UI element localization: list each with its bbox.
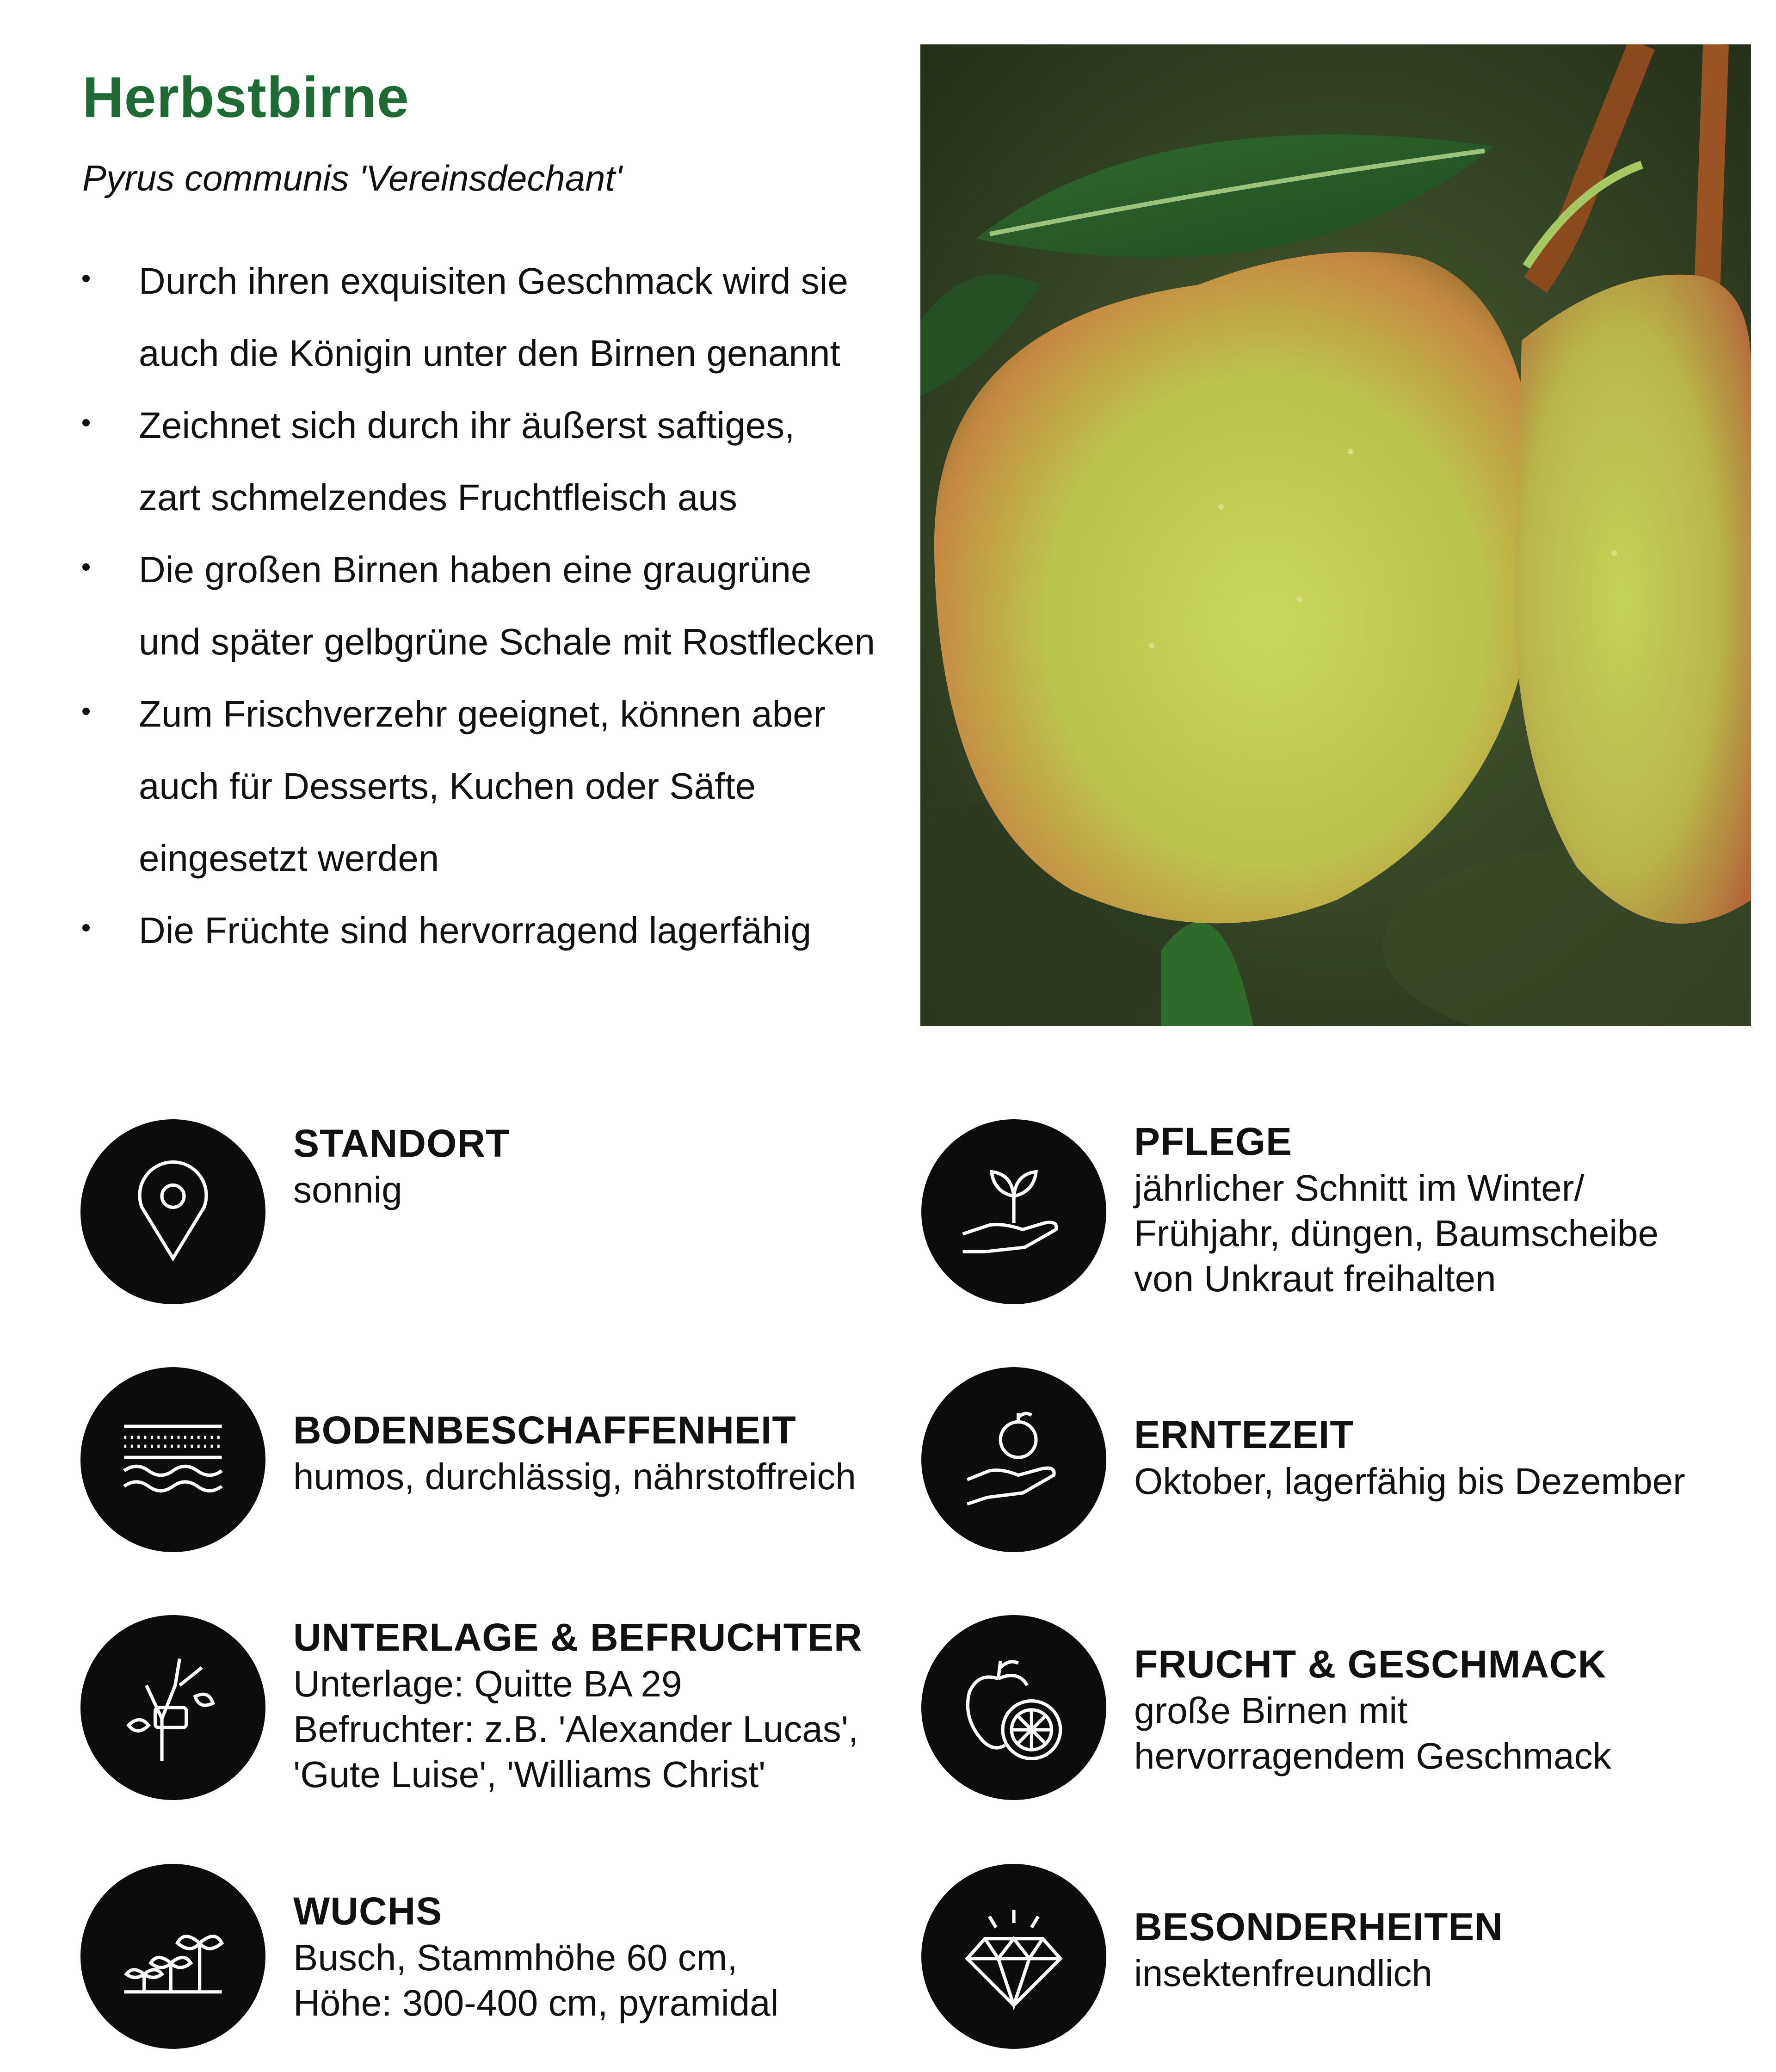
feature-text: humos, durchlässig, nährstoffreich <box>293 1456 856 1497</box>
feature-heading: ERNTEZEIT <box>1134 1413 1354 1456</box>
bullet-line: zart schmelzendes Fruchtfleisch aus <box>139 477 737 518</box>
bullet-item <box>79 678 920 894</box>
feature-unterlage <box>80 1615 904 1800</box>
feature-standort <box>80 1119 904 1304</box>
feature-heading: BESONDERHEITEN <box>1134 1905 1504 1949</box>
bullet-dot-icon <box>82 419 90 426</box>
feature-text: insektenfreundlich <box>1134 1953 1432 1994</box>
feature-heading: BODENBESCHAFFENHEIT <box>293 1408 796 1452</box>
feature-text: Oktober, lagerfähig bis Dezember <box>1134 1461 1685 1502</box>
feature-heading: WUCHS <box>293 1889 443 1933</box>
feature-text: Frühjahr, düngen, Baumscheibe <box>1134 1213 1659 1254</box>
feature-heading: UNTERLAGE & BEFRUCHTER <box>293 1616 863 1659</box>
soil-layers-icon <box>80 1367 265 1552</box>
diamond-icon <box>921 1864 1106 2049</box>
bullet-line: Durch ihren exquisiten Geschmack wird sie <box>139 260 848 302</box>
bullet-line: Die Früchte sind hervorragend lagerfähig <box>139 910 812 951</box>
feature-erntezeit <box>921 1367 1745 1552</box>
bullet-item <box>79 534 920 678</box>
sprouts-icon <box>80 1864 265 2049</box>
bullet-dot-icon <box>82 275 90 282</box>
feature-text: von Unkraut freihalten <box>1134 1258 1496 1299</box>
feature-heading: STANDORT <box>293 1122 510 1165</box>
feature-text: jährlicher Schnitt im Winter/ <box>1134 1167 1585 1209</box>
botanical-name: Pyrus communis 'Vereinsdechant' <box>82 158 623 198</box>
bullet-line: eingesetzt werden <box>139 838 439 879</box>
feature-text: hervorragendem Geschmack <box>1134 1735 1611 1776</box>
bullet-line: auch die Königin unter den Birnen genannt <box>139 333 840 374</box>
bullet-line: Die großen Birnen haben eine graugrüne <box>139 549 812 590</box>
feature-heading: FRUCHT & GESCHMACK <box>1134 1642 1607 1686</box>
feature-heading: PFLEGE <box>1134 1120 1293 1163</box>
bullet-line: und später gelbgrüne Schale mit Rostflecken <box>139 621 876 662</box>
feature-text: Befruchter: z.B. 'Alexander Lucas', <box>293 1708 859 1750</box>
feature-frucht <box>921 1615 1745 1800</box>
feature-text: Unterlage: Quitte BA 29 <box>293 1663 682 1704</box>
bullet-item <box>79 245 920 389</box>
feature-text: 'Gute Luise', 'Williams Christ' <box>293 1754 766 1795</box>
feature-text: Höhe: 300-400 cm, pyramidal <box>293 1982 779 2023</box>
bullet-item <box>79 894 920 967</box>
fruit-in-hand-icon <box>921 1367 1106 1552</box>
bullet-dot-icon <box>82 924 90 931</box>
bullet-line: Zum Frischverzehr geeignet, können aber <box>139 693 826 734</box>
feature-text: Busch, Stammhöhe 60 cm, <box>293 1937 738 1978</box>
feature-pflege <box>921 1119 1745 1304</box>
feature-text: große Birnen mit <box>1134 1690 1408 1731</box>
apple-citrus-icon <box>921 1615 1106 1800</box>
pear-photo <box>920 44 1751 1026</box>
bullet-dot-icon <box>82 563 90 571</box>
feature-text: sonnig <box>293 1169 402 1210</box>
page-title: Herbstbirne <box>82 66 409 130</box>
location-pin-icon <box>80 1119 265 1304</box>
bullet-dot-icon <box>82 708 90 715</box>
plant-in-hand-icon <box>921 1119 1106 1304</box>
bullet-line: Zeichnet sich durch ihr äußerst saftiges, <box>139 405 795 446</box>
feature-wuchs <box>80 1864 904 2049</box>
feature-boden <box>80 1367 904 1552</box>
feature-besonderheiten <box>921 1864 1745 2049</box>
tree-graft-icon <box>80 1615 265 1800</box>
bullet-line: auch für Desserts, Kuchen oder Säfte <box>139 765 756 807</box>
feature-bullet-list <box>79 245 920 967</box>
bullet-item <box>79 389 920 534</box>
